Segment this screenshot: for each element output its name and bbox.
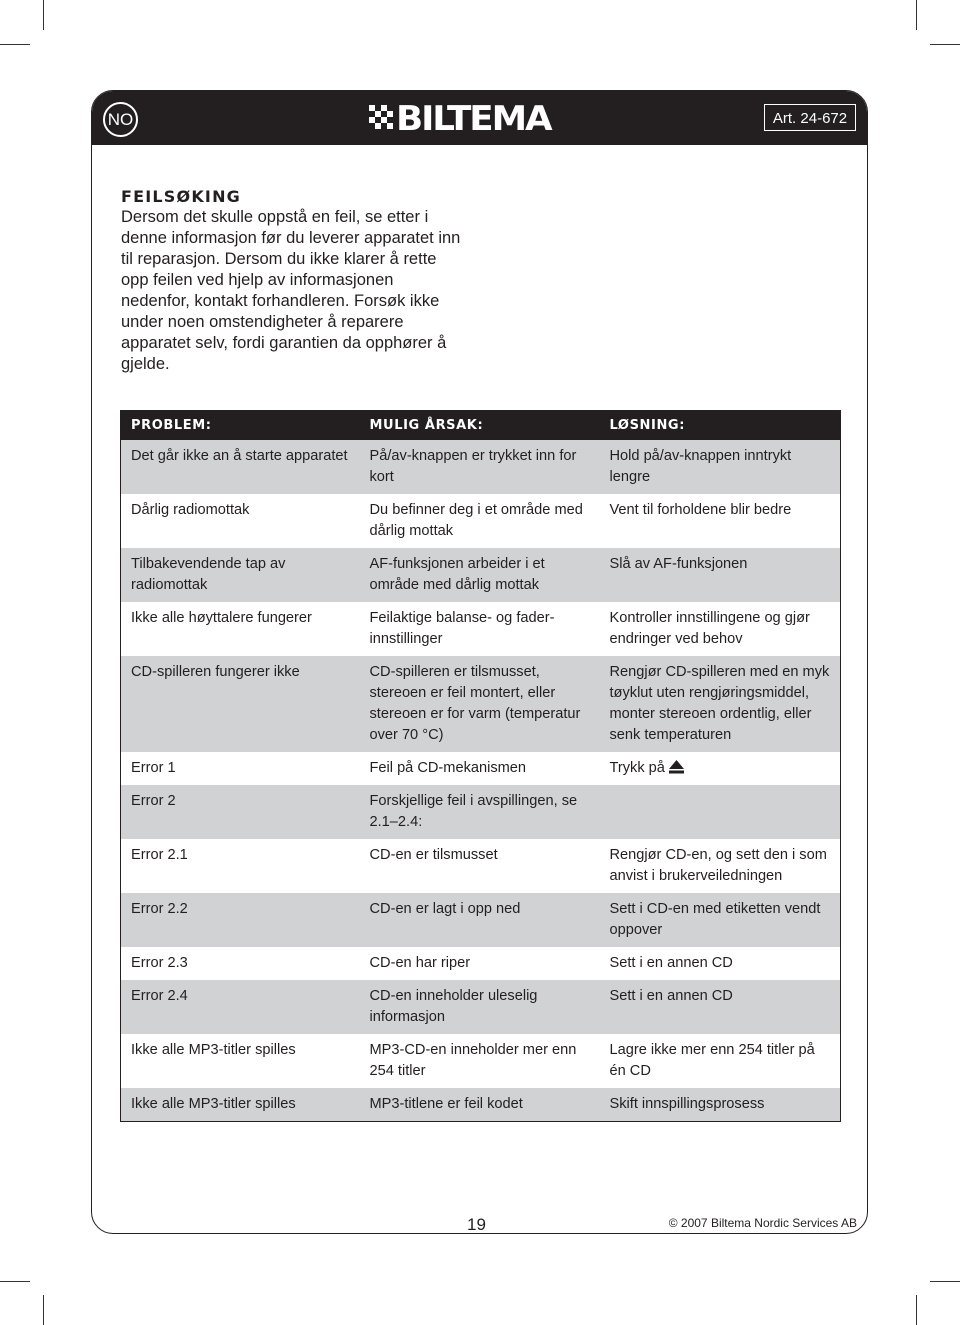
cause-cell: Forskjellige feil i avspillingen, se 2.1–2.4: [360,785,600,839]
cause-cell: MP3-titlene er feil kodet [360,1088,600,1122]
problem-cell: Ikke alle MP3-titler spilles [121,1088,360,1122]
problem-cell: Error 2.1 [121,839,360,893]
solution-cell: Vent til forholdene blir bedre [600,494,841,548]
column-header-problem: PROBLEM: [121,411,360,441]
eject-icon [669,760,684,774]
solution-cell: Skift innspillingsprosess [600,1088,841,1122]
table-row [121,752,841,785]
crop-mark [43,1295,44,1325]
cause-cell: På/av-knappen er trykket inn for kort [360,440,600,494]
solution-cell: Sett i en annen CD [600,947,841,980]
cause-cell: CD-spilleren er tilsmusset, stereoen er feil montert, eller stereoen er for varm (temperatur over 70 °C) [360,656,600,752]
table-row [121,839,841,893]
solution-cell: Slå av AF-funksjonen [600,548,841,602]
cause-cell: CD-en inneholder uleselig informasjon [360,980,600,1034]
solution-cell [600,752,841,785]
page-frame [91,90,868,1234]
cause-cell: Feilaktige balanse- og fader-innstillinger [360,602,600,656]
article-number: Art. 24-672 [764,104,856,131]
crop-mark [930,44,960,45]
cause-cell: Feil på CD-mekanismen [360,752,600,785]
table-row [121,656,841,752]
table-row [121,947,841,980]
problem-cell: Ikke alle MP3-titler spilles [121,1034,360,1088]
table-row [121,602,841,656]
cause-cell: MP3-CD-en inneholder mer enn 254 titler [360,1034,600,1088]
table-row [121,440,841,494]
problem-cell: CD-spilleren fungerer ikke [121,656,360,752]
table-row [121,1088,841,1122]
cause-cell: AF-funksjonen arbeider i et område med dårlig mottak [360,548,600,602]
cause-cell: CD-en er lagt i opp ned [360,893,600,947]
intro-paragraph: Dersom det skulle oppstå en feil, se etter i denne informasjon før du leverer apparatet inn til reparasjon. Dersom du ikke klarer å rette opp feilen ved hjelp av informasjonen nedenfor, kontakt forhandleren. Forsøk ikke under noen omstendigheter å reparere apparatet selv, fordi garantien da opphører å gjelde. [121,208,461,373]
copyright: © 2007 Biltema Nordic Services AB [668,1216,857,1230]
problem-cell: Dårlig radiomottak [121,494,360,548]
solution-cell [600,785,841,839]
solution-cell: Kontroller innstillingene og gjør endringer ved behov [600,602,841,656]
cause-cell: CD-en er tilsmusset [360,839,600,893]
problem-cell: Ikke alle høyttalere fungerer [121,602,360,656]
language-badge: NO [103,102,138,137]
solution-cell: Rengjør CD-spilleren med en myk tøyklut uten rengjøringsmiddel, monter stereoen ordentlig, eller senk temperaturen [600,656,841,752]
problem-cell: Error 2.4 [121,980,360,1034]
solution-cell: Lagre ikke mer enn 254 titler på én CD [600,1034,841,1088]
table-header-row [121,411,841,441]
problem-cell: Tilbakevendende tap av radiomottak [121,548,360,602]
crop-mark [916,1295,917,1325]
solution-cell: Sett i en annen CD [600,980,841,1034]
problem-cell: Error 2.3 [121,947,360,980]
crop-mark [0,44,30,45]
solution-cell: Hold på/av-knappen inntrykt lengre [600,440,841,494]
solution-text: Trykk på [609,760,665,776]
crop-mark [916,0,917,30]
crop-mark [43,0,44,30]
table-row [121,893,841,947]
troubleshooting-table [120,410,841,1122]
page-number: 19 [467,1215,486,1234]
cause-cell: CD-en har riper [360,947,600,980]
solution-cell: Sett i CD-en med etiketten vendt oppover [600,893,841,947]
problem-cell: Error 2 [121,785,360,839]
column-header-solution: LØSNING: [600,411,841,441]
solution-cell: Rengjør CD-en, og sett den i som anvist i brukerveiledningen [600,839,841,893]
header-bar [92,91,867,145]
crop-mark [0,1281,30,1282]
checkered-flag-icon [369,105,395,133]
cause-cell: Du befinner deg i et område med dårlig mottak [360,494,600,548]
section-title: FEILSØKING [121,187,242,206]
table-row [121,548,841,602]
biltema-logo [369,99,595,139]
problem-cell: Error 1 [121,752,360,785]
column-header-cause: MULIG ÅRSAK: [360,411,600,441]
problem-cell: Error 2.2 [121,893,360,947]
table-row [121,494,841,548]
table-row [121,980,841,1034]
crop-mark [930,1281,960,1282]
problem-cell: Det går ikke an å starte apparatet [121,440,360,494]
table-row [121,785,841,839]
table-row [121,1034,841,1088]
logo-wordmark: BILTEMA [396,99,551,139]
